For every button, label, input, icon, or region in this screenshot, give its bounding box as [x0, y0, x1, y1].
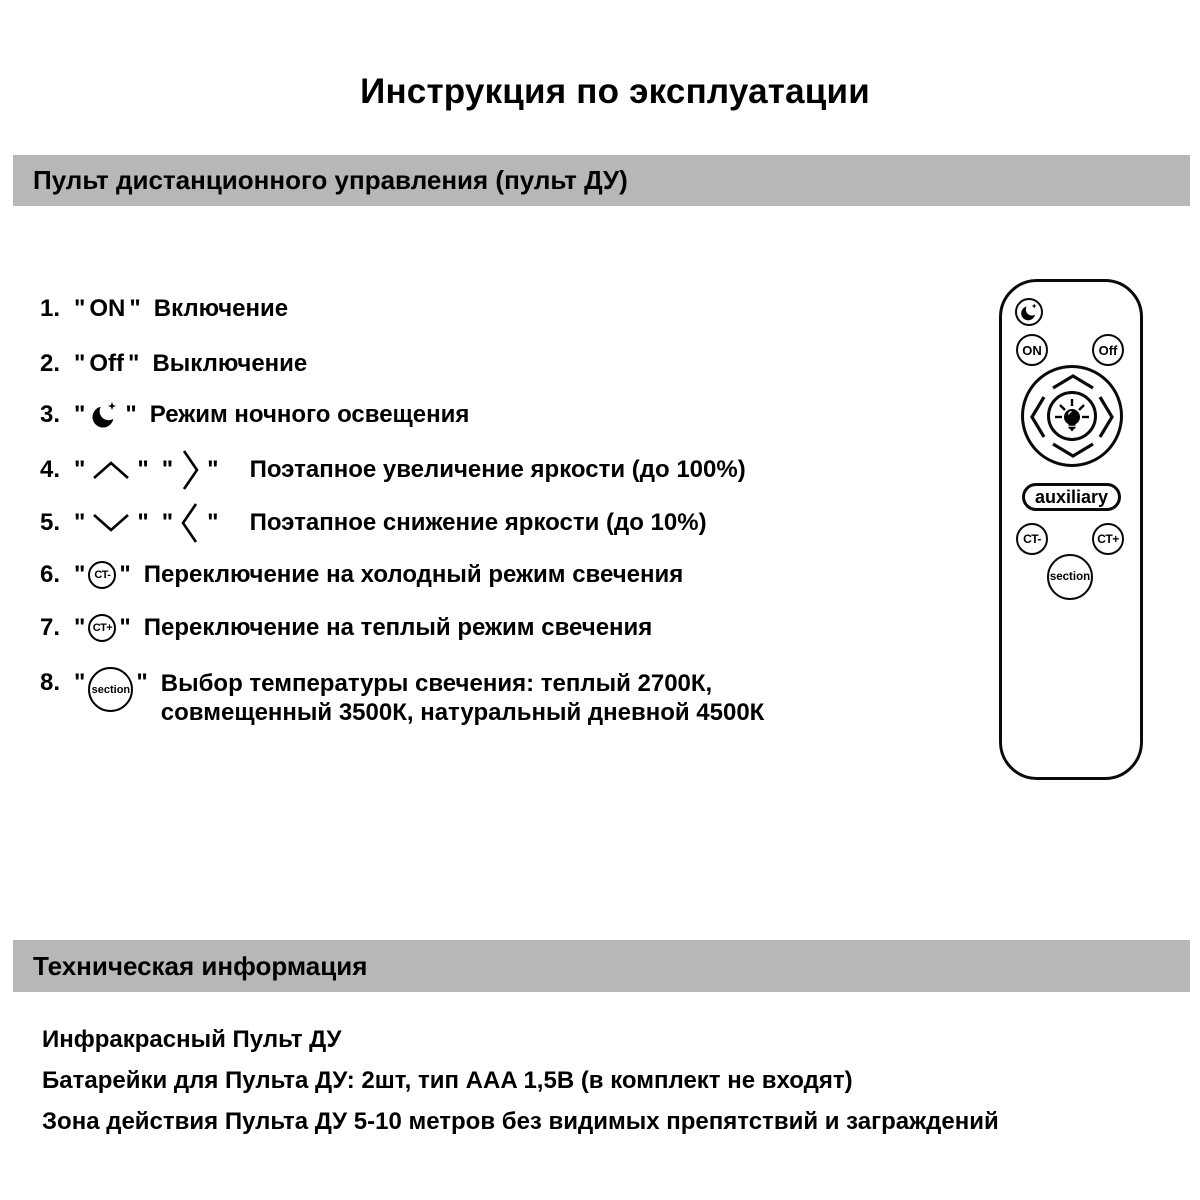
item-description: Переключение на холодный режим свечения — [143, 561, 684, 588]
off-label: Off — [89, 350, 125, 377]
item-description: Выбор температуры свечения: теплый 2700К, совмещенный 3500К, натуральный дневной 4500К — [160, 670, 765, 726]
item-number: 1. — [40, 295, 61, 322]
moon-icon — [1020, 302, 1039, 322]
ct-minus-button — [1016, 523, 1048, 555]
ct-minus-button-label: CT- — [1023, 532, 1041, 546]
ct-plus-icon — [88, 614, 116, 642]
ct-plus-icon-label: CT+ — [92, 622, 113, 634]
item-description: Поэтапное увеличение яркости (до 100%) — [249, 456, 746, 483]
item-number: 5. — [40, 509, 61, 536]
quote-mark: " — [74, 561, 86, 588]
section-header-remote-label: Пульт дистанционного управления (пульт ДУ) — [33, 165, 628, 195]
list-item-off — [40, 347, 307, 381]
section-button — [1047, 554, 1093, 600]
quote-mark: " — [74, 669, 86, 696]
item-number: 6. — [40, 561, 61, 588]
section-header-tech — [13, 940, 1190, 992]
tech-info-line: Батарейки для Пульта ДУ: 2шт, тип AAA 1,5В (в комплект не входят) — [42, 1067, 853, 1094]
dpad — [1021, 365, 1123, 467]
quote-mark: " — [119, 561, 131, 588]
item-number: 2. — [40, 350, 61, 377]
item-description: Переключение на теплый режим свечения — [143, 614, 653, 641]
quote-mark: " — [74, 295, 86, 322]
item-description: Выключение — [152, 350, 308, 377]
item-description: Включение — [153, 295, 289, 322]
remote-control-diagram — [999, 279, 1143, 780]
quote-mark: " — [161, 509, 174, 536]
quote-mark: " — [119, 614, 131, 641]
chevron-right-icon — [179, 448, 201, 492]
item-description: Режим ночного освещения — [149, 401, 470, 428]
item-number: 8. — [40, 669, 61, 696]
section-header-remote — [13, 155, 1190, 206]
quote-mark: " — [137, 509, 149, 536]
off-button — [1092, 334, 1124, 366]
ct-plus-button-label: CT+ — [1097, 532, 1119, 546]
list-item-on — [40, 292, 288, 326]
section-icon-label: section — [91, 683, 131, 696]
quote-mark: " — [207, 509, 219, 536]
quote-mark: " — [136, 669, 148, 696]
item-description: Поэтапное снижение яркости (до 10%) — [249, 509, 707, 536]
auxiliary-button-label: auxiliary — [1034, 486, 1109, 507]
chevron-up-icon — [1050, 373, 1096, 391]
on-button — [1016, 334, 1048, 366]
quote-mark: " — [125, 401, 137, 428]
ct-minus-icon-label: CT- — [94, 569, 111, 581]
ct-plus-button — [1092, 523, 1124, 555]
list-item-brightness-up — [40, 448, 746, 492]
auxiliary-button — [1022, 483, 1121, 511]
list-item-night-mode — [40, 398, 469, 432]
section-icon — [88, 667, 133, 712]
quote-mark: " — [161, 456, 174, 483]
quote-mark: " — [74, 509, 86, 536]
item-number: 3. — [40, 401, 61, 428]
quote-mark: " — [207, 456, 219, 483]
night-mode-button — [1015, 298, 1043, 326]
chevron-down-icon — [91, 512, 131, 534]
chevron-right-icon — [1097, 394, 1115, 440]
ct-minus-icon — [88, 561, 116, 589]
quote-mark: " — [74, 401, 86, 428]
chevron-left-icon — [179, 501, 201, 545]
chevron-left-icon — [1029, 394, 1047, 440]
section-button-label: section — [1049, 571, 1091, 583]
tech-info-line: Зона действия Пульта ДУ 5-10 метров без видимых препятствий и заграждений — [42, 1108, 999, 1135]
item-number: 4. — [40, 456, 61, 483]
list-item-warm-mode — [40, 611, 652, 645]
moon-icon — [91, 400, 119, 430]
quote-mark: " — [74, 456, 86, 483]
on-button-label: ON — [1022, 342, 1042, 358]
quote-mark: " — [137, 456, 149, 483]
off-button-label: Off — [1098, 342, 1118, 358]
chevron-down-icon — [1050, 441, 1096, 459]
quote-mark: " — [74, 614, 86, 641]
quote-mark: " — [129, 295, 141, 322]
section-header-tech-label: Техническая информация — [33, 950, 368, 981]
on-label: ON — [89, 295, 126, 322]
quote-mark: " — [74, 350, 86, 377]
chevron-up-icon — [91, 459, 131, 481]
tech-info-line: Инфракрасный Пульт ДУ — [42, 1026, 342, 1053]
dpad-center-button — [1047, 391, 1097, 441]
list-item-brightness-down — [40, 501, 707, 545]
bulb-icon — [1050, 394, 1094, 438]
list-item-color-temperature — [40, 666, 861, 727]
page-title: Инструкция по эксплуатации — [360, 72, 870, 111]
list-item-cold-mode — [40, 558, 683, 592]
item-number: 7. — [40, 614, 61, 641]
quote-mark: " — [128, 350, 140, 377]
